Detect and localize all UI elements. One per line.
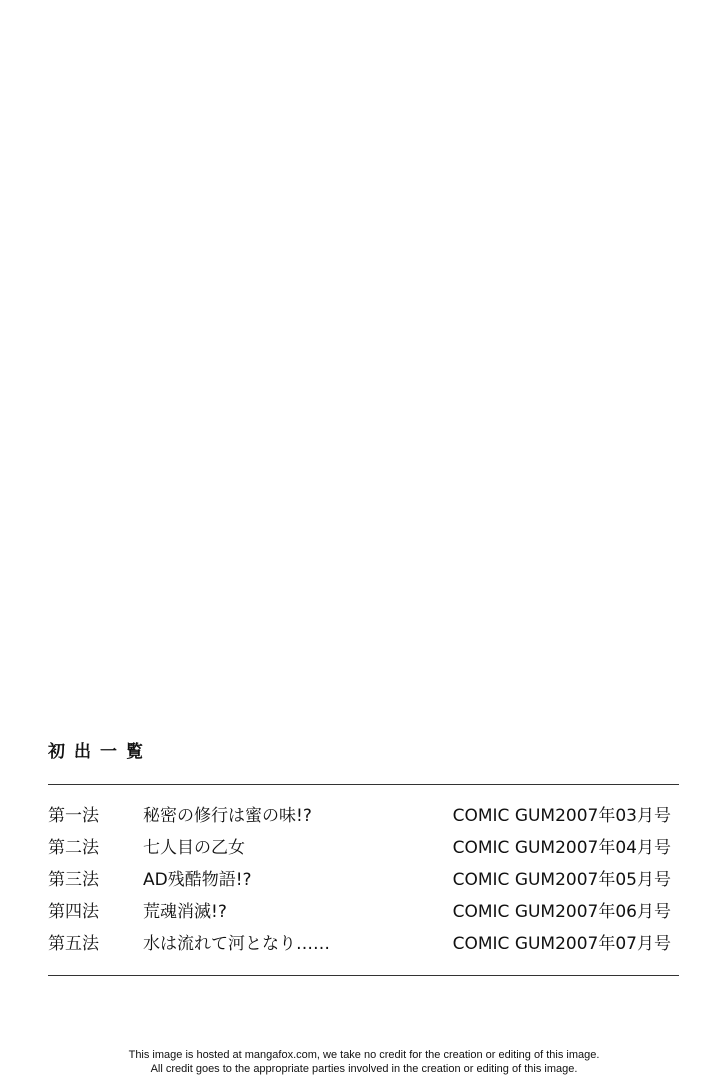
chapter-title: 水は流れて河となり…… [143, 934, 330, 954]
credit-notice: All credit goes to the appropriate parties involved in the creation or editing of this image. [150, 1063, 578, 1075]
chapter-number: 第一法 [48, 806, 99, 826]
bottom-divider [48, 975, 679, 976]
publication-source: COMIC GUM2007年05月号 [452, 870, 671, 890]
publication-source: COMIC GUM2007年07月号 [452, 934, 671, 954]
publication-source: COMIC GUM2007年06月号 [452, 902, 671, 922]
list-item [48, 832, 679, 864]
hosting-notice: This image is hosted at mangafox.com, we take no credit for the creation or editing of this image. [128, 1049, 600, 1061]
chapter-title: AD残酷物語!? [143, 870, 252, 890]
chapter-number: 第三法 [48, 870, 99, 890]
publication-list [48, 800, 679, 960]
publication-source: COMIC GUM2007年04月号 [452, 838, 671, 858]
publication-source: COMIC GUM2007年03月号 [452, 806, 671, 826]
publication-list-heading: 初出一覧 [48, 742, 152, 762]
chapter-number: 第二法 [48, 838, 99, 858]
list-item [48, 896, 679, 928]
chapter-number: 第四法 [48, 902, 99, 922]
list-item [48, 800, 679, 832]
top-divider [48, 784, 679, 785]
list-item [48, 928, 679, 960]
chapter-title: 荒魂消滅!? [143, 902, 227, 922]
chapter-number: 第五法 [48, 934, 99, 954]
chapter-title: 秘密の修行は蜜の味!? [143, 806, 312, 826]
list-item [48, 864, 679, 896]
chapter-title: 七人目の乙女 [143, 838, 245, 858]
